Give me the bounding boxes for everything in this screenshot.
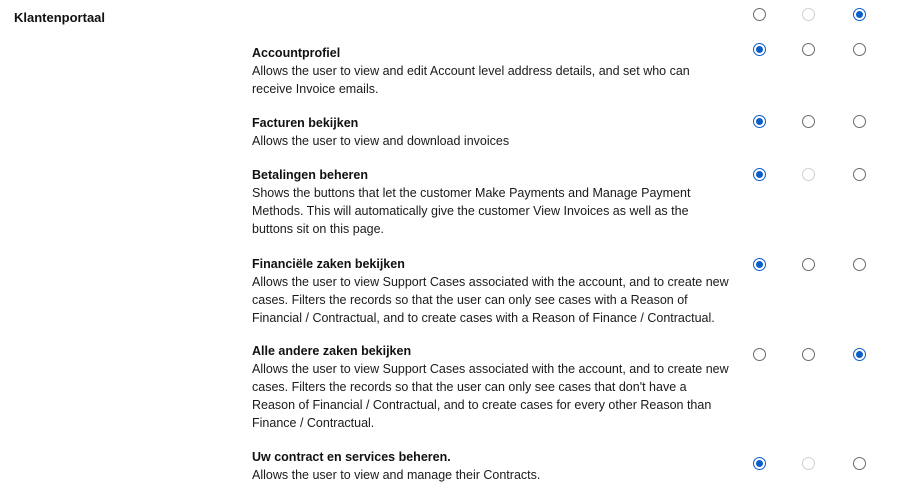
permission-facturen-bekijken	[252, 114, 732, 150]
permission-title: Betalingen beheren	[252, 168, 368, 182]
contract-radio-option-2	[802, 457, 815, 470]
financiele-zaken-radio-option-1[interactable]	[753, 258, 766, 271]
andere-zaken-radio-option-1[interactable]	[753, 348, 766, 361]
permission-description: Allows the user to view and edit Account level address details, and set who can receive Invoice emails.	[252, 64, 690, 96]
permission-description: Allows the user to view Support Cases associated with the account, and to create new cases. Filters the records so that the user can only see cases with a Reason of Financial / Contractual, and to create cases with a Reason of Finance / Contractual.	[252, 275, 729, 325]
permission-title: Accountprofiel	[252, 46, 341, 60]
financiele-zaken-radio-option-2[interactable]	[802, 258, 815, 271]
betalingen-radio-option-2	[802, 168, 815, 181]
permission-accountprofiel	[252, 44, 732, 98]
permission-title: Facturen bekijken	[252, 116, 359, 130]
permission-title: Alle andere zaken bekijken	[252, 344, 412, 358]
contract-radio-option-3[interactable]	[853, 457, 866, 470]
permission-alle-andere-zaken-bekijken	[252, 342, 732, 432]
accountprofiel-radio-option-2[interactable]	[802, 43, 815, 56]
accountprofiel-radio-option-3[interactable]	[853, 43, 866, 56]
betalingen-radio-option-3[interactable]	[853, 168, 866, 181]
section-radio-option-2	[802, 8, 815, 21]
permission-description: Allows the user to view and manage their Contracts.	[252, 468, 541, 482]
facturen-radio-option-2[interactable]	[802, 115, 815, 128]
permission-betalingen-beheren	[252, 166, 732, 238]
andere-zaken-radio-option-3[interactable]	[853, 348, 866, 361]
permission-description: Shows the buttons that let the customer Make Payments and Manage Payment Methods. This will automatically give the customer View Invoices as well as the buttons sit on this page.	[252, 186, 691, 236]
permission-title: Uw contract en services beheren.	[252, 450, 451, 464]
section-title: Klantenportaal	[14, 10, 106, 25]
permission-title: Financiële zaken bekijken	[252, 257, 405, 271]
accountprofiel-radio-option-1[interactable]	[753, 43, 766, 56]
permission-description: Allows the user to view and download invoices	[252, 134, 510, 148]
facturen-radio-option-3[interactable]	[853, 115, 866, 128]
betalingen-radio-option-1[interactable]	[753, 168, 766, 181]
permission-description: Allows the user to view Support Cases associated with the account, and to create new cases. Filters the records so that the user can only see cases that don't have a Reason of Financial / Contractual, and to create cases for every other Reason than Finance / Contractual.	[252, 362, 729, 430]
financiele-zaken-radio-option-3[interactable]	[853, 258, 866, 271]
permission-uw-contract-en-services-beheren	[252, 448, 732, 484]
facturen-radio-option-1[interactable]	[753, 115, 766, 128]
section-radio-option-1[interactable]	[753, 8, 766, 21]
section-radio-option-3[interactable]	[853, 8, 866, 21]
contract-radio-option-1[interactable]	[753, 457, 766, 470]
andere-zaken-radio-option-2[interactable]	[802, 348, 815, 361]
permission-financiele-zaken-bekijken	[252, 255, 732, 327]
